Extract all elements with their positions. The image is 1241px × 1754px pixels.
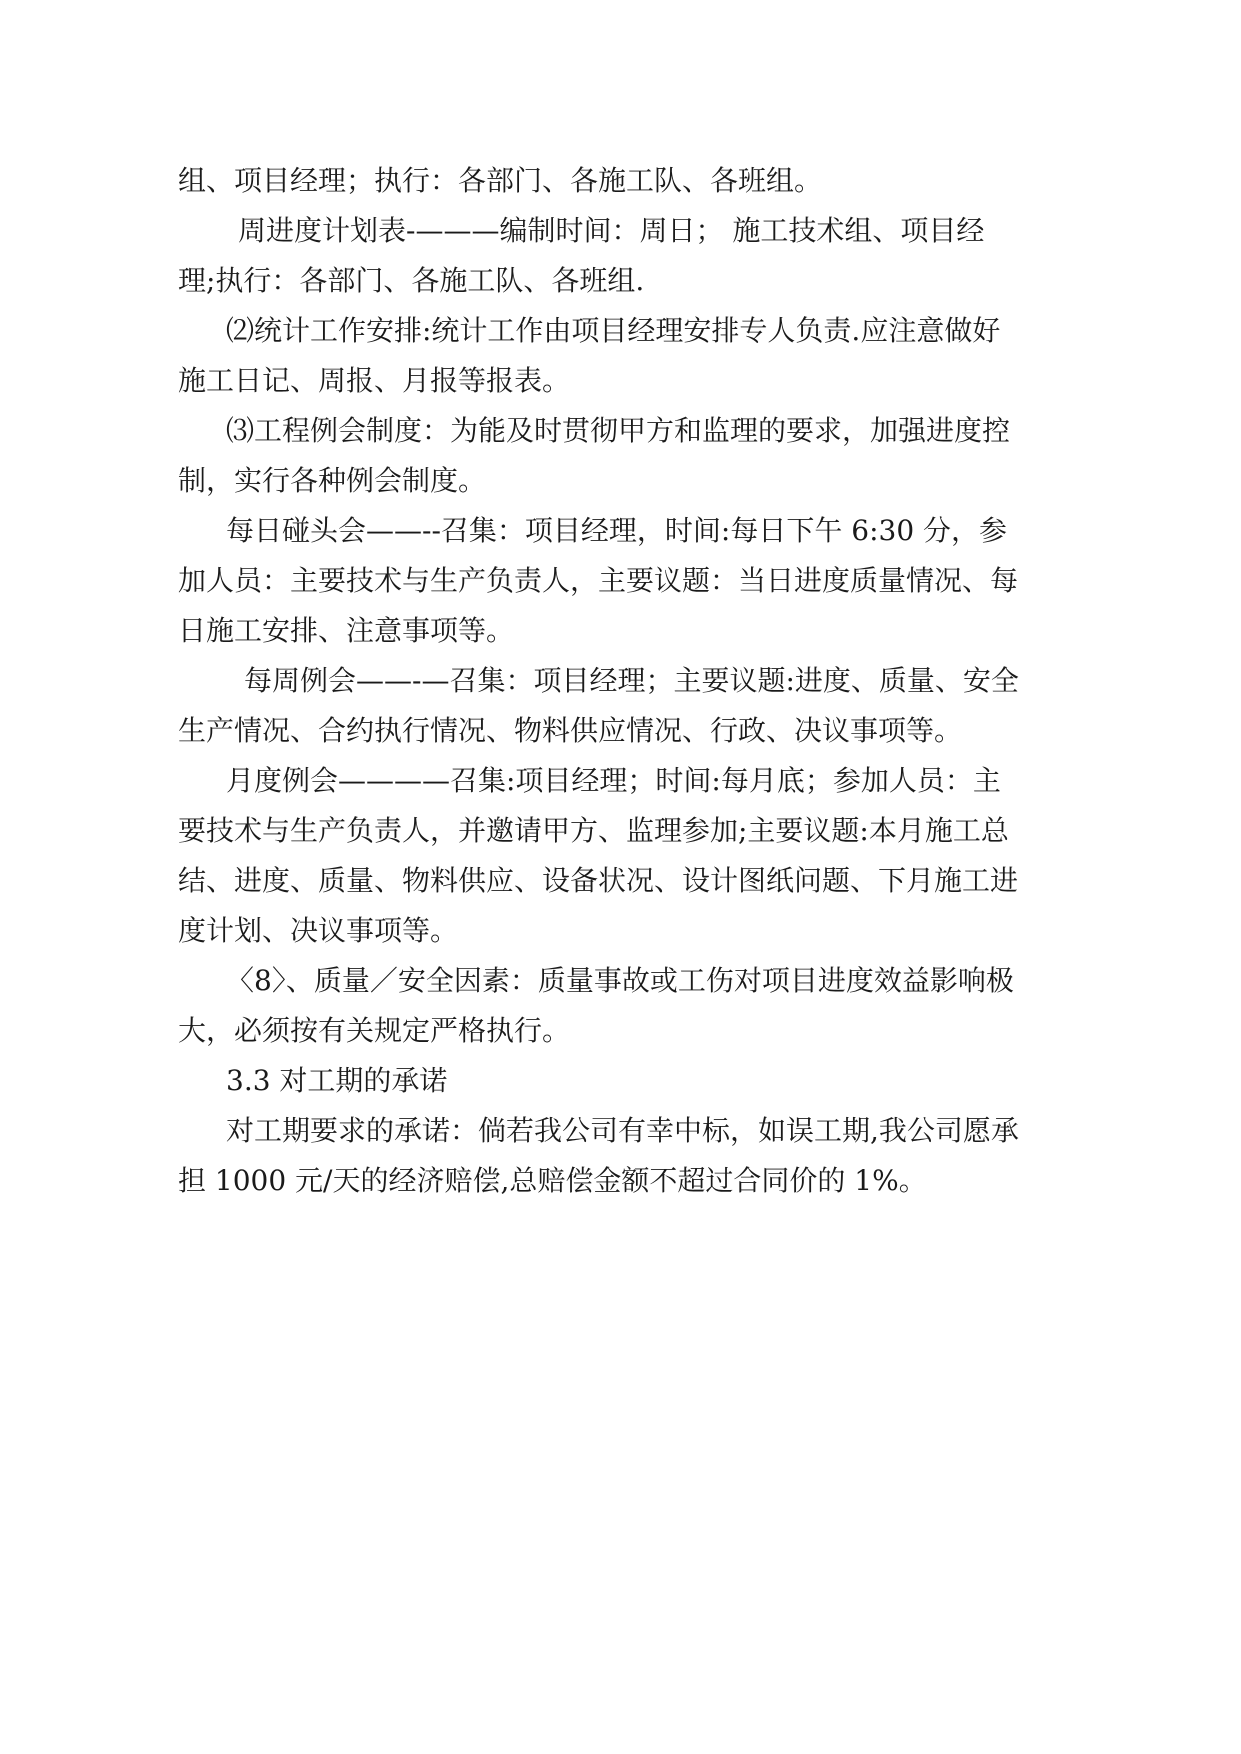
text-line: 每周例会——-—召集：项目经理；主要议题:进度、质量、安全 [244,664,1019,697]
text-line: 结、进度、质量、物料供应、设备状况、设计图纸问题、下月施工进 [178,864,1019,897]
text-line: 月度例会————召集:项目经理；时间:每月底；参加人员：主 [226,764,1001,797]
text-line: 施工日记、周报、月报等报表。 [178,364,571,397]
text-line: 每日碰头会——--召集：项目经理，时间:每日下午 6:30 分，参 [226,514,1008,547]
text-line: 组、项目经理；执行：各部门、各施工队、各班组。 [178,164,823,197]
text-line: 大，必须按有关规定严格执行。 [178,1014,571,1047]
text-line: 日施工安排、注意事项等。 [178,614,515,647]
text-line: 要技术与生产负责人，并邀请甲方、监理参加;主要议题:本月施工总 [178,814,1009,847]
text-line: 生产情况、合约执行情况、物料供应情况、行政、决议事项等。 [178,714,963,747]
text-line: 制，实行各种例会制度。 [178,464,487,497]
text-line: 担 1000 元/天的经济赔偿,总赔偿金额不超过合同价的 1%。 [178,1164,927,1197]
section-heading: 3.3 对工期的承诺 [226,1064,448,1097]
text-line: ⑵统计工作安排:统计工作由项目经理安排专人负责.应注意做好 [226,314,1001,347]
text-line: 对工期要求的承诺：倘若我公司有幸中标，如误工期,我公司愿承 [226,1114,1019,1147]
text-line: ⑶工程例会制度：为能及时贯彻甲方和监理的要求，加强进度控 [226,414,1011,447]
text-line: 周进度计划表-———编制时间：周日； 施工技术组、项目经 [238,214,985,247]
document-body [178,156,1068,1206]
text-line: 〈8〉、质量／安全因素：质量事故或工伤对项目进度效益影响极 [226,964,1014,997]
text-line: 理;执行：各部门、各施工队、各班组. [178,264,645,297]
text-line: 度计划、决议事项等。 [178,914,459,947]
text-line: 加人员：主要技术与生产负责人，主要议题：当日进度质量情况、每 [178,564,1019,597]
